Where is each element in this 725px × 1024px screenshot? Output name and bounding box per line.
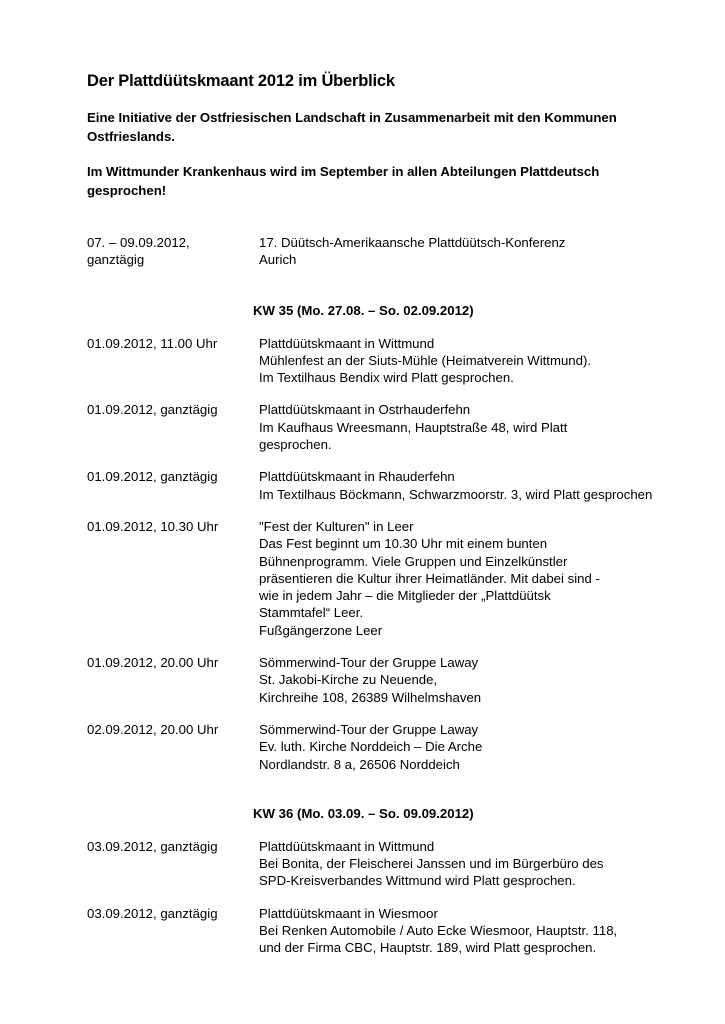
- event-entry: [87, 654, 677, 706]
- event-title: Sömmerwind-Tour der Gruppe Laway: [259, 655, 479, 671]
- event-date: 01.09.2012, 10.30 Uhr: [87, 518, 219, 534]
- event-title: Sömmerwind-Tour der Gruppe Laway: [259, 721, 479, 737]
- event-entry: [87, 518, 677, 639]
- event-date: 01.09.2012, ganztägig: [87, 469, 218, 485]
- intro-paragraph: Eine Initiative der Ostfriesischen Landschaft in Zusammenarbeit mit den Kommunen Ostfrieslands.: [87, 110, 617, 144]
- event-title: Plattdüütskmaant in Wiesmoor: [259, 905, 438, 921]
- event-date: 01.09.2012, 20.00 Uhr: [87, 655, 219, 671]
- event-title: Plattdüütskmaant in Wittmund: [259, 335, 435, 351]
- event-title: 17. Düütsch-Amerikaansche Plattdüütsch-Konferenz: [259, 235, 566, 250]
- event-entry: [87, 721, 677, 773]
- event-title: Plattdüütskmaant in Wittmund: [259, 838, 435, 854]
- event-title: Plattdüütskmaant in Ostrhauderfehn: [259, 402, 471, 418]
- event-description: Plattdüütskmaant in Wittmund Bei Bonita, der Fleischerei Janssen und im Bürgerbüro des SPD-Kreisverbandes Wittmund wird Platt gesprochen.: [259, 838, 677, 890]
- event-date: 02.09.2012, 20.00 Uhr: [87, 721, 219, 737]
- event-description: 17. Düütsch-Amerikaansche Plattdüütsch-Konferenz Aurich: [259, 234, 677, 269]
- event-entry: [87, 335, 677, 387]
- week-heading: KW 35 (Mo. 27.08. – So. 02.09.2012): [253, 302, 474, 318]
- event-entry: [87, 234, 677, 269]
- event-description: Sömmerwind-Tour der Gruppe Laway Ev. luth. Kirche Norddeich – Die Arche Nordlandstr. 8 a, 26506 Norddeich: [259, 721, 677, 773]
- event-entry: [87, 838, 677, 890]
- event-description: Plattdüütskmaant in Wittmund Mühlenfest an der Siuts-Mühle (Heimatverein Wittmund). Im Textilhaus Bendix wird Platt gesprochen.: [259, 335, 677, 387]
- event-date: 01.09.2012, ganztägig: [87, 402, 218, 418]
- event-description: "Fest der Kulturen" in Leer Das Fest beginnt um 10.30 Uhr mit einem bunten Bühnenprogramm. Viele Gruppen und Einzelkünstler präsentieren die Kultur ihrer Heimatländer. Mit dabei sind - wie in jedem Jahr – die Mitglieder der „Plattdüütsk Stammtafel“ Leer. Fußgängerzone Leer: [259, 518, 677, 639]
- event-description: Plattdüütskmaant in Rhauderfehn Im Textilhaus Böckmann, Schwarzmoorstr. 3, wird Platt gesprochen: [259, 468, 677, 503]
- page-title: Der Plattdüütskmaant 2012 im Überblick: [87, 72, 395, 90]
- intro-paragraph: Im Wittmunder Krankenhaus wird im September in allen Abteilungen Plattdeutsch gesprochen!: [87, 164, 600, 198]
- event-title: Plattdüütskmaant in Rhauderfehn: [259, 469, 455, 485]
- event-date: 03.09.2012, ganztägig: [87, 905, 218, 921]
- event-description: Sömmerwind-Tour der Gruppe Laway St. Jakobi-Kirche zu Neuende, Kirchreihe 108, 26389 Wilhelmshaven: [259, 654, 677, 706]
- event-entry: [87, 468, 677, 503]
- event-entry: [87, 401, 677, 453]
- event-description: Plattdüütskmaant in Wiesmoor Bei Renken Automobile / Auto Ecke Wiesmoor, Hauptstr. 118, und der Firma CBC, Hauptstr. 189, wird Platt gesprochen.: [259, 905, 677, 957]
- event-title: "Fest der Kulturen" in Leer: [259, 518, 414, 534]
- event-date: 07. – 09.09.2012, ganztägig: [87, 235, 190, 268]
- event-date: 03.09.2012, ganztägig: [87, 838, 218, 854]
- week-heading: KW 36 (Mo. 03.09. – So. 09.09.2012): [253, 805, 474, 821]
- event-entry: [87, 905, 677, 957]
- event-date: 01.09.2012, 11.00 Uhr: [87, 335, 218, 351]
- event-description: Plattdüütskmaant in Ostrhauderfehn Im Kaufhaus Wreesmann, Hauptstraße 48, wird Platt gesprochen.: [259, 401, 677, 453]
- document-page: [87, 70, 677, 957]
